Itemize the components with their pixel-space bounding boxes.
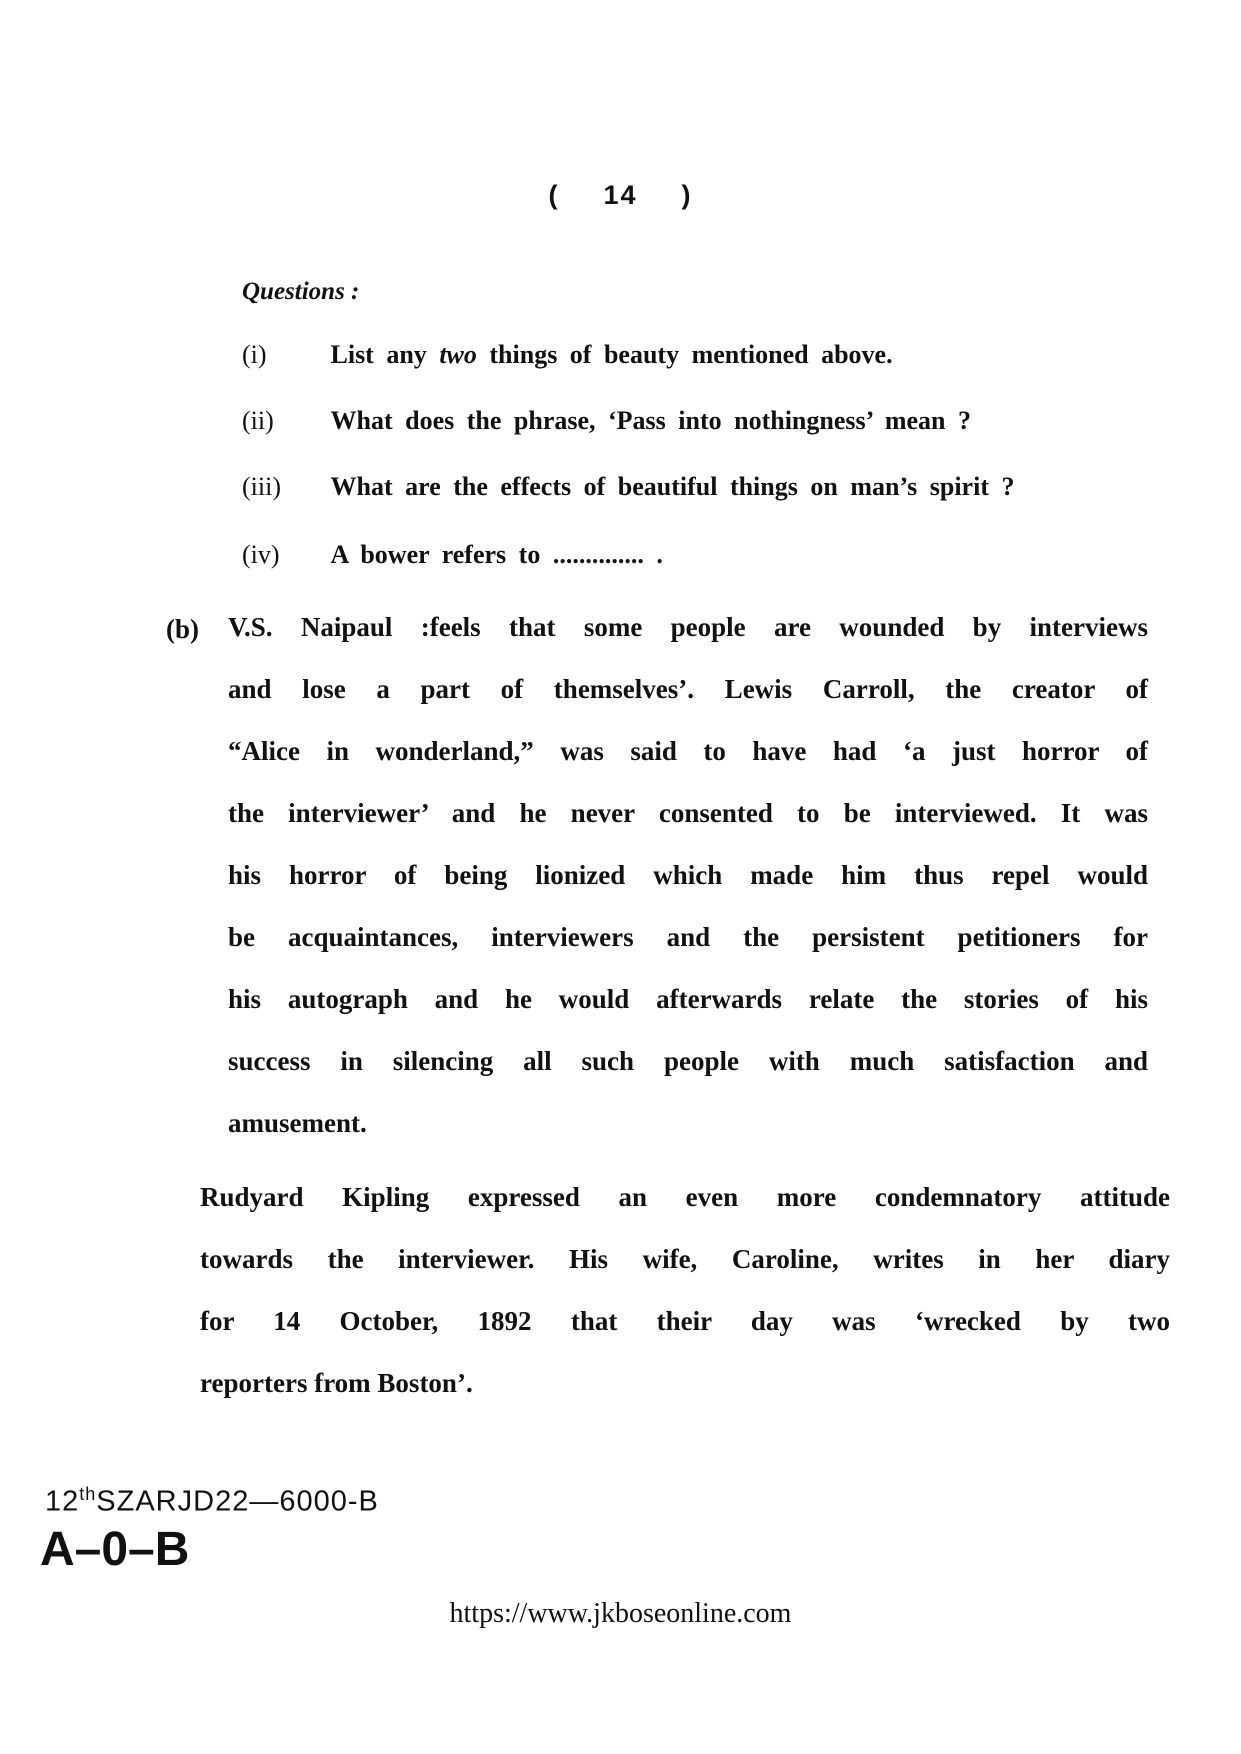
passage-line: “Alice in wonderland,” was said to have had ‘a just horror of [228,736,1148,766]
question-item [242,540,663,570]
paren-open: ( [548,180,560,210]
website-url[interactable]: https://www.jkboseonline.com [449,1598,792,1629]
question-number: (ii) [242,406,274,435]
passage-line: Rudyard Kipling expressed an even more condemnatory attitude [200,1182,1170,1212]
passage-line: V.S. Naipaul :feels that some people are wounded by interviews [228,612,1148,642]
question-item [242,472,1014,502]
passage-line: towards the interviewer. His wife, Caroline, writes in her diary [200,1244,1170,1274]
question-text: List any two things of beauty mentioned above. [330,340,893,369]
question-text: What are the effects of beautiful things on man’s spirit ? [330,472,1015,501]
passage-line: his horror of being lionized which made him thus repel would [228,860,1148,890]
page-number [0,180,1241,211]
set-code: A–0–B [40,1523,190,1576]
paren-close: ) [681,180,693,210]
passage-line: the interviewer’ and he never consented to be interviewed. It was [228,798,1148,828]
question-item [242,340,893,370]
passage-line: his autograph and he would afterwards relate the stories of his [228,984,1148,1014]
question-number: (iv) [242,540,280,569]
passage-line: reporters from Boston’. [200,1368,473,1398]
passage-paragraph-1 [228,596,1148,1154]
passage-line: be acquaintances, interviewers and the persistent petitioners for [228,922,1148,952]
question-text: What does the phrase, ‘Pass into nothingness’ mean ? [330,406,972,435]
passage-line: for 14 October, 1892 that their day was ‘wrecked by two [200,1306,1170,1336]
question-item [242,406,971,436]
passage-line: and lose a part of themselves’. Lewis Carroll, the creator of [228,674,1148,704]
section-b-label: (b) [166,614,199,644]
question-text: A bower refers to .............. . [330,540,663,569]
questions-heading: Questions : [242,278,360,305]
passage-line: amusement. [228,1108,367,1138]
passage-paragraph-2 [200,1166,1170,1414]
question-number: (i) [242,340,267,369]
question-number: (iii) [242,472,281,501]
paper-code: 12thSZARJD22—6000-B [45,1484,379,1518]
passage-line: success in silencing all such people with much satisfaction and [228,1046,1148,1076]
page-number-value: 14 [603,180,638,210]
